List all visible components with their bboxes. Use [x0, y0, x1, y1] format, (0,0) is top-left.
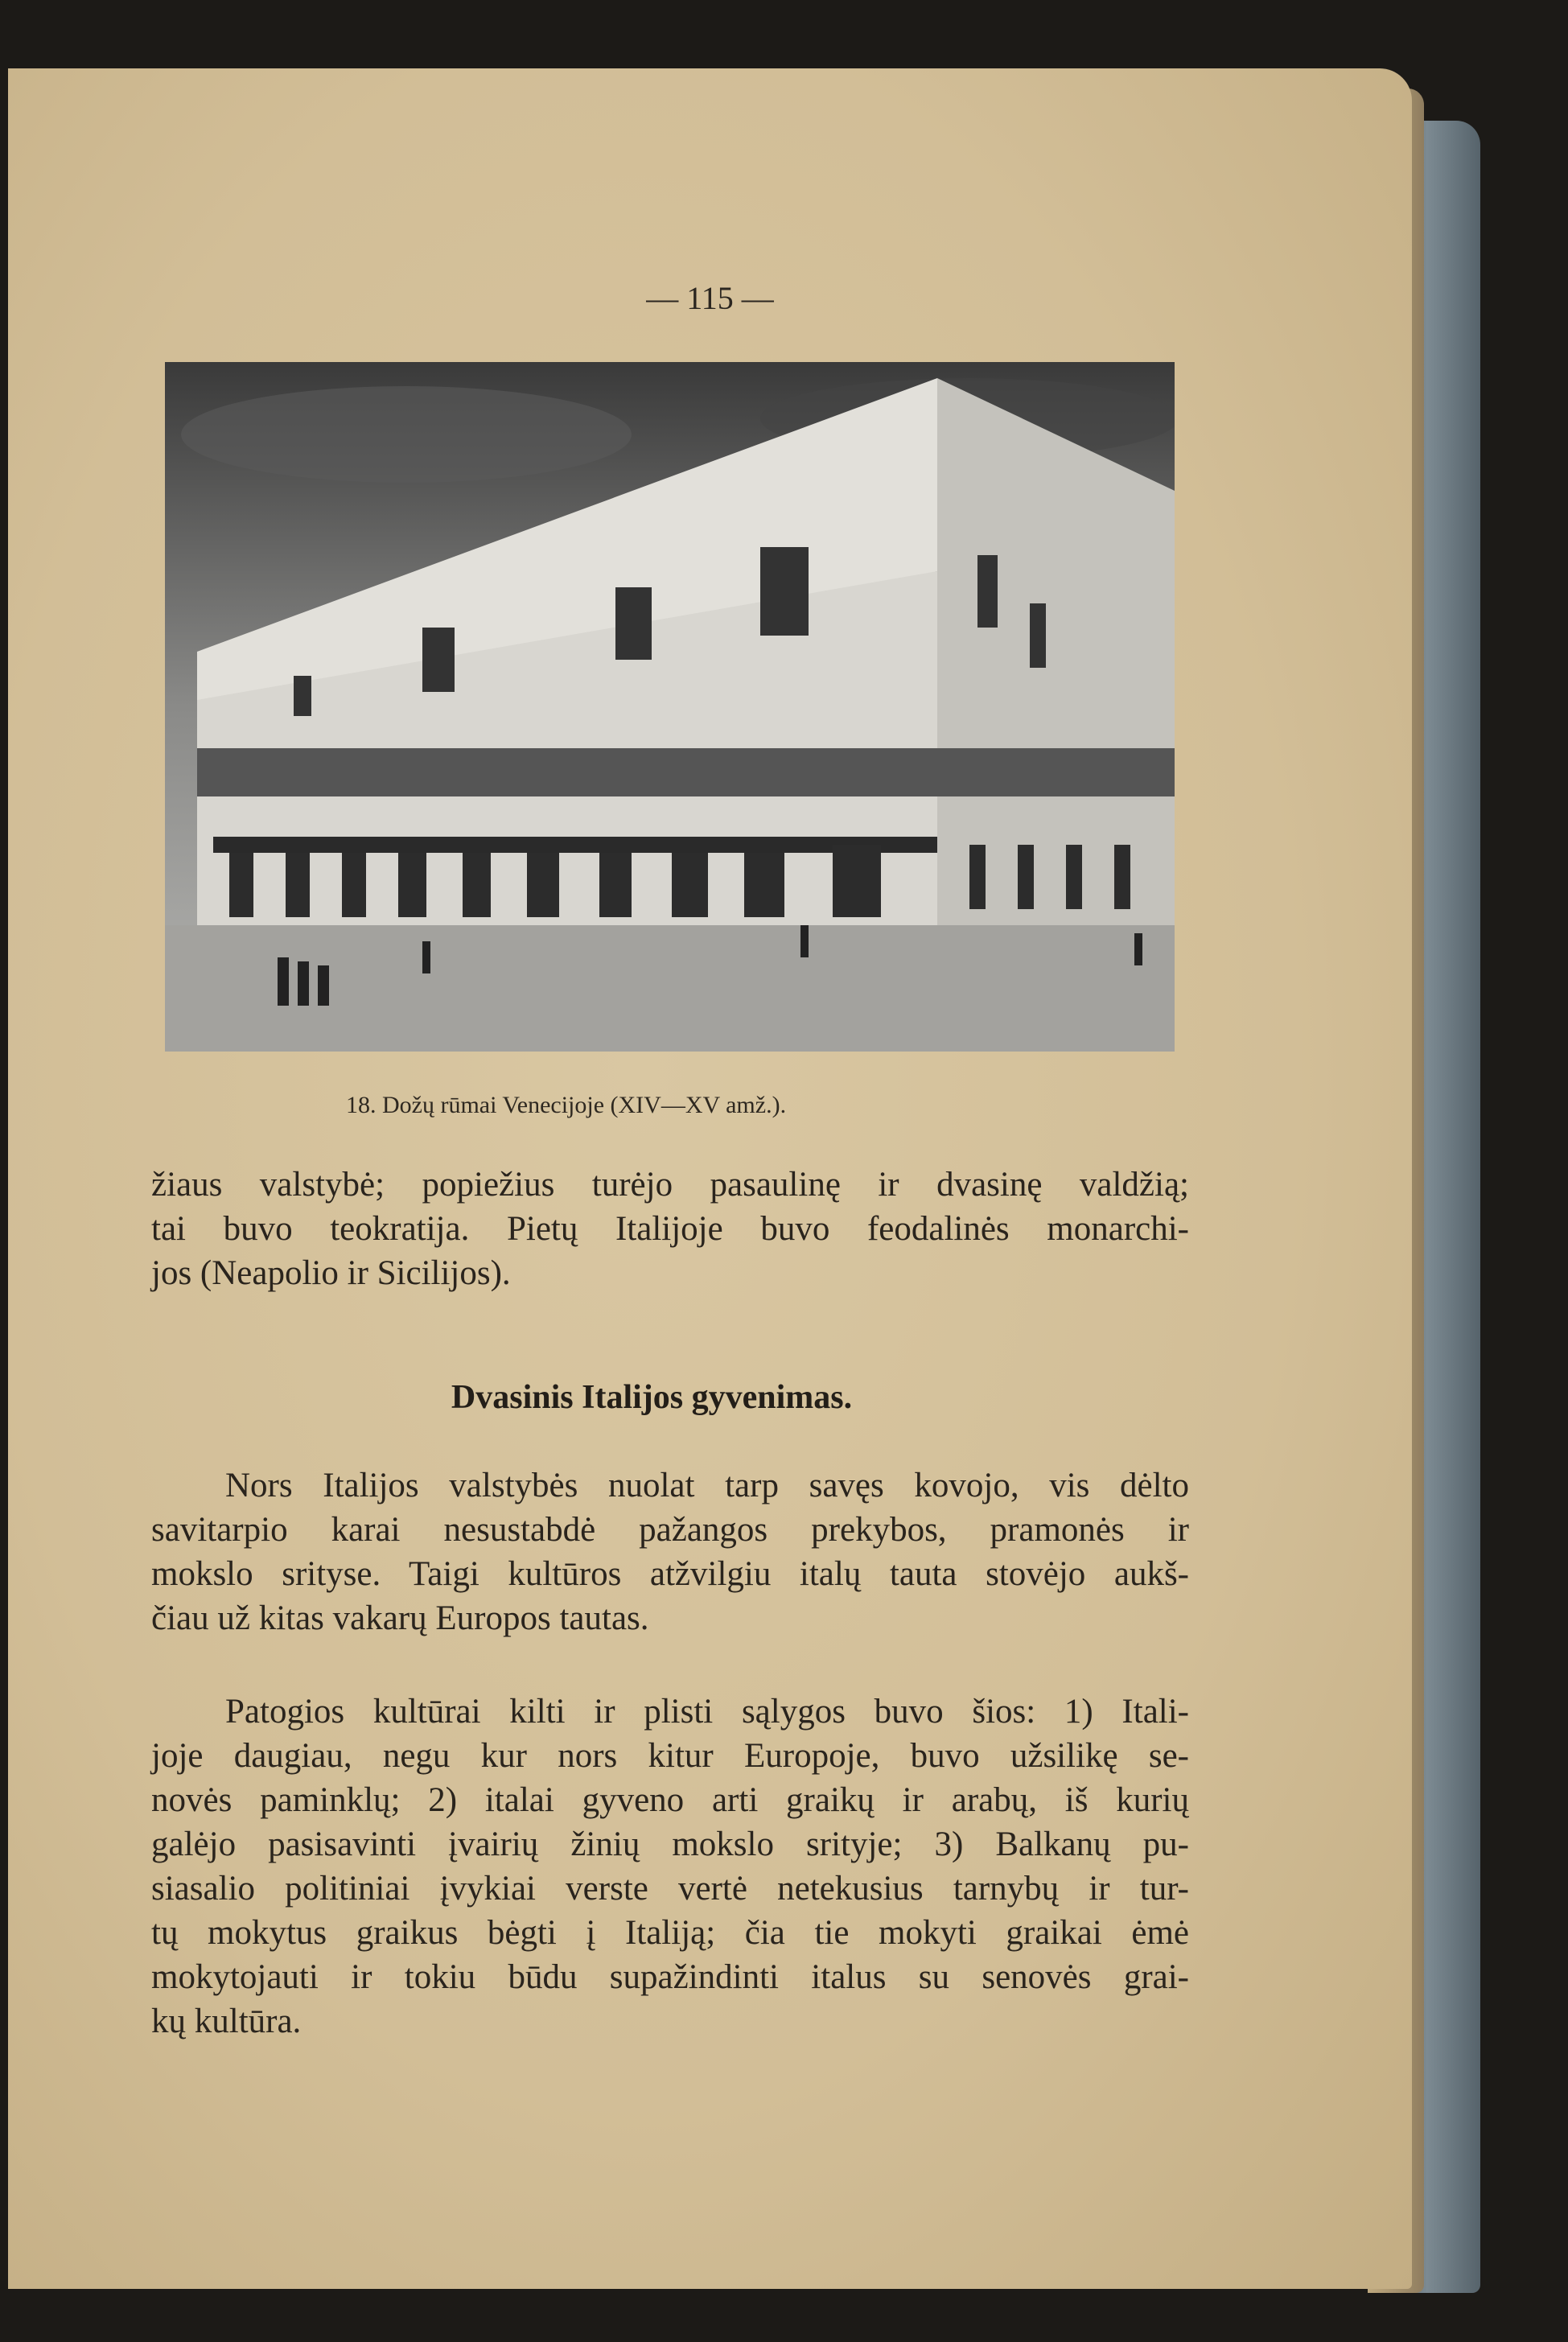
text-line: Patogios kultūrai kilti ir plisti sąlygos buvo šios: 1) Itali-: [225, 1693, 1189, 1731]
text-line: jos (Neapolio ir Sicilijos).: [151, 1254, 511, 1292]
paragraph: [151, 1690, 1189, 2044]
text-line: novės paminklų; 2) italai gyveno arti graikų ir arabų, iš kurių: [151, 1781, 1189, 1819]
text-line: tų mokytus graikus bėgti į Italiją; čia tie mokyti graikai ėmė: [151, 1914, 1189, 1952]
figure-caption: 18. Dožų rūmai Venecijoje (XIV—XV amž.).: [346, 1092, 787, 1118]
text-line: žiaus valstybė; popiežius turėjo pasaulinę ir dvasinę valdžią;: [151, 1166, 1189, 1204]
text-line: mokslo srityse. Taigi kultūros atžvilgiu italų tauta stovėjo aukš-: [151, 1555, 1189, 1593]
text-line: kų kultūra.: [151, 2002, 302, 2040]
text-line: tai buvo teokratija. Pietų Italijoje buvo feodalinės monarchi-: [151, 1210, 1189, 1248]
text-line: savitarpio karai nesustabdė pažangos prekybos, pramonės ir: [151, 1511, 1189, 1549]
paragraph: [151, 1163, 1189, 1295]
text-line: galėjo pasisavinti įvairių žinių mokslo srityje; 3) Balkanų pu-: [151, 1825, 1189, 1863]
text-line: Nors Italijos valstybės nuolat tarp savęs kovojo, vis dėlto: [225, 1467, 1189, 1504]
page-number: — 115 —: [646, 280, 774, 316]
text-line: siasalio politiniai įvykiai verste vertė netekusius tarnybų ir tur-: [151, 1870, 1189, 1908]
figure-photo-doges-palace: [165, 362, 1175, 1052]
text-line: joje daugiau, negu kur nors kitur Europoje, buvo užsilikę se-: [151, 1737, 1189, 1775]
book-page: [8, 68, 1412, 2289]
text-line: čiau už kitas vakarų Europos tautas.: [151, 1599, 649, 1637]
section-heading: Dvasinis Italijos gyvenimas.: [451, 1379, 853, 1416]
text-line: mokytojauti ir tokiu būdu supažindinti italus su senovės grai-: [151, 1958, 1189, 1996]
paragraph: [151, 1463, 1189, 1640]
